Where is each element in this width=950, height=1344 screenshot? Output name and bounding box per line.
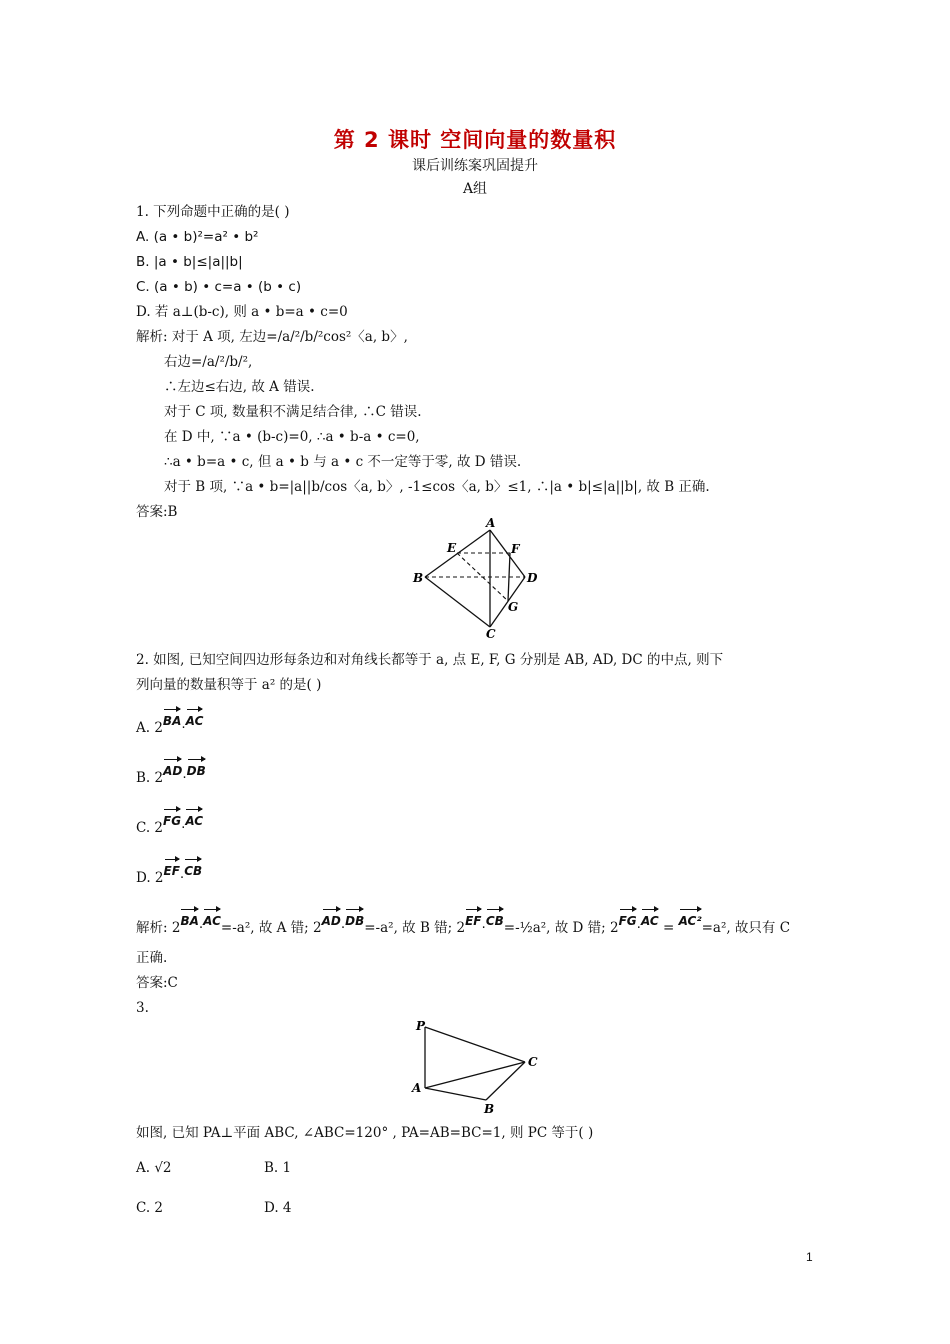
figure-label: C [486, 627, 496, 641]
q2-option-c: C. 2FG·AC [136, 808, 203, 838]
q1-option-c: C. (a • b) • c=a • (b • c) [136, 279, 302, 295]
q1-analysis-line: ∴左边≤右边, 故 A 错误. [164, 379, 315, 395]
q3-option-d: D. 4 [264, 1200, 292, 1216]
vector: BA [180, 908, 198, 931]
vector: AC [641, 908, 659, 931]
q3-option-b: B. 1 [264, 1160, 292, 1176]
figure-label: B [484, 1102, 495, 1116]
q1-analysis-line: ∴a • b=a • c, 但 a • b 与 a • c 不一定等于零, 故 D 错误. [164, 454, 522, 470]
q1-analysis-line: 对于 B 项, ∵a • b=|a||b/cos〈a, b〉, -1≤cos〈a, b〉≤1, ∴|a • b|≤|a||b|, 故 B 正确. [164, 479, 710, 495]
q3-pyramid-figure [408, 1012, 548, 1120]
vector: FG [619, 908, 637, 931]
figure-label: F [511, 542, 520, 556]
q1-analysis-line: 在 D 中, ∵a • (b-c)=0, ∴a • b-a • c=0, [164, 429, 420, 445]
q2-answer: 答案:C [136, 975, 178, 991]
q3-option-c: C. 2 [136, 1200, 164, 1216]
figure-label: B [413, 571, 424, 585]
vector: AC [186, 708, 204, 731]
vector: AC [185, 808, 203, 831]
figure-label: E [447, 541, 457, 555]
figure-label: P [416, 1019, 426, 1033]
q2-option-d: D. 2EF·CB [136, 858, 202, 888]
q1-option-b: B. |a • b|≤|a||b| [136, 254, 243, 270]
figure-label: D [527, 571, 538, 585]
q2-stem-line: 列向量的数量积等于 a² 的是( ) [136, 677, 322, 693]
group-label: A组 [462, 181, 488, 197]
q2-stem-line: 2. 如图, 已知空间四边形每条边和对角线长都等于 a, 点 E, F, G 分别是 AB, AD, DC 的中点, 则下 [136, 652, 724, 668]
vector: AD [163, 758, 182, 781]
q2-tetrahedron-figure [405, 515, 545, 641]
q1-stem: 1. 下列命题中正确的是( ) [136, 204, 290, 220]
figure-label: C [528, 1055, 538, 1069]
q2-option-a: A. 2BA·AC [136, 708, 203, 738]
q2-analysis-line: 正确. [136, 950, 168, 966]
lesson-title: 第 2 课时 空间向量的数量积 [333, 128, 617, 152]
vector: FG [163, 808, 181, 831]
q1-answer: 答案:B [136, 504, 178, 520]
q1-option-d: D. 若 a⊥(b-c), 则 a • b=a • c=0 [136, 304, 348, 320]
vector: BA [163, 708, 181, 731]
vector: AC² [679, 908, 702, 931]
vector: EF [164, 858, 180, 881]
vector: AC [203, 908, 221, 931]
figure-label: G [508, 600, 519, 614]
q1-analysis-line: 对于 C 项, 数量积不满足结合律, ∴C 错误. [164, 404, 422, 420]
lesson-subtitle: 课后训练案巩固提升 [412, 158, 538, 174]
vector: CB [184, 858, 202, 881]
q1-analysis-line: 右边=/a/²/b/², [164, 354, 253, 370]
page-number: 1 [806, 1250, 813, 1264]
figure-label: A [486, 516, 496, 530]
q1-option-a: A. (a • b)²=a² • b² [136, 229, 259, 245]
q2-option-b: B. 2AD·DB [136, 758, 206, 788]
q3-option-a: A. √2 [136, 1160, 172, 1176]
figure-label: A [412, 1081, 422, 1095]
vector: AD [322, 908, 341, 931]
q3-stem: 如图, 已知 PA⊥平面 ABC, ∠ABC=120° , PA=AB=BC=1, 则 PC 等于( ) [136, 1125, 594, 1141]
vector: DB [345, 908, 364, 931]
vector: EF [465, 908, 481, 931]
vector: DB [187, 758, 206, 781]
q2-analysis: 解析: 2BA·AC=-a², 故 A 错; 2AD·DB=-a², 故 B 错; 2EF·CB=-½a², 故 D 错; 2FG·AC = AC²=a², 故只有 C [136, 908, 790, 938]
vector: CB [486, 908, 504, 931]
q3-number: 3. [136, 1000, 149, 1016]
q1-analysis-line: 解析: 对于 A 项, 左边=/a/²/b/²cos²〈a, b〉, [136, 329, 408, 345]
